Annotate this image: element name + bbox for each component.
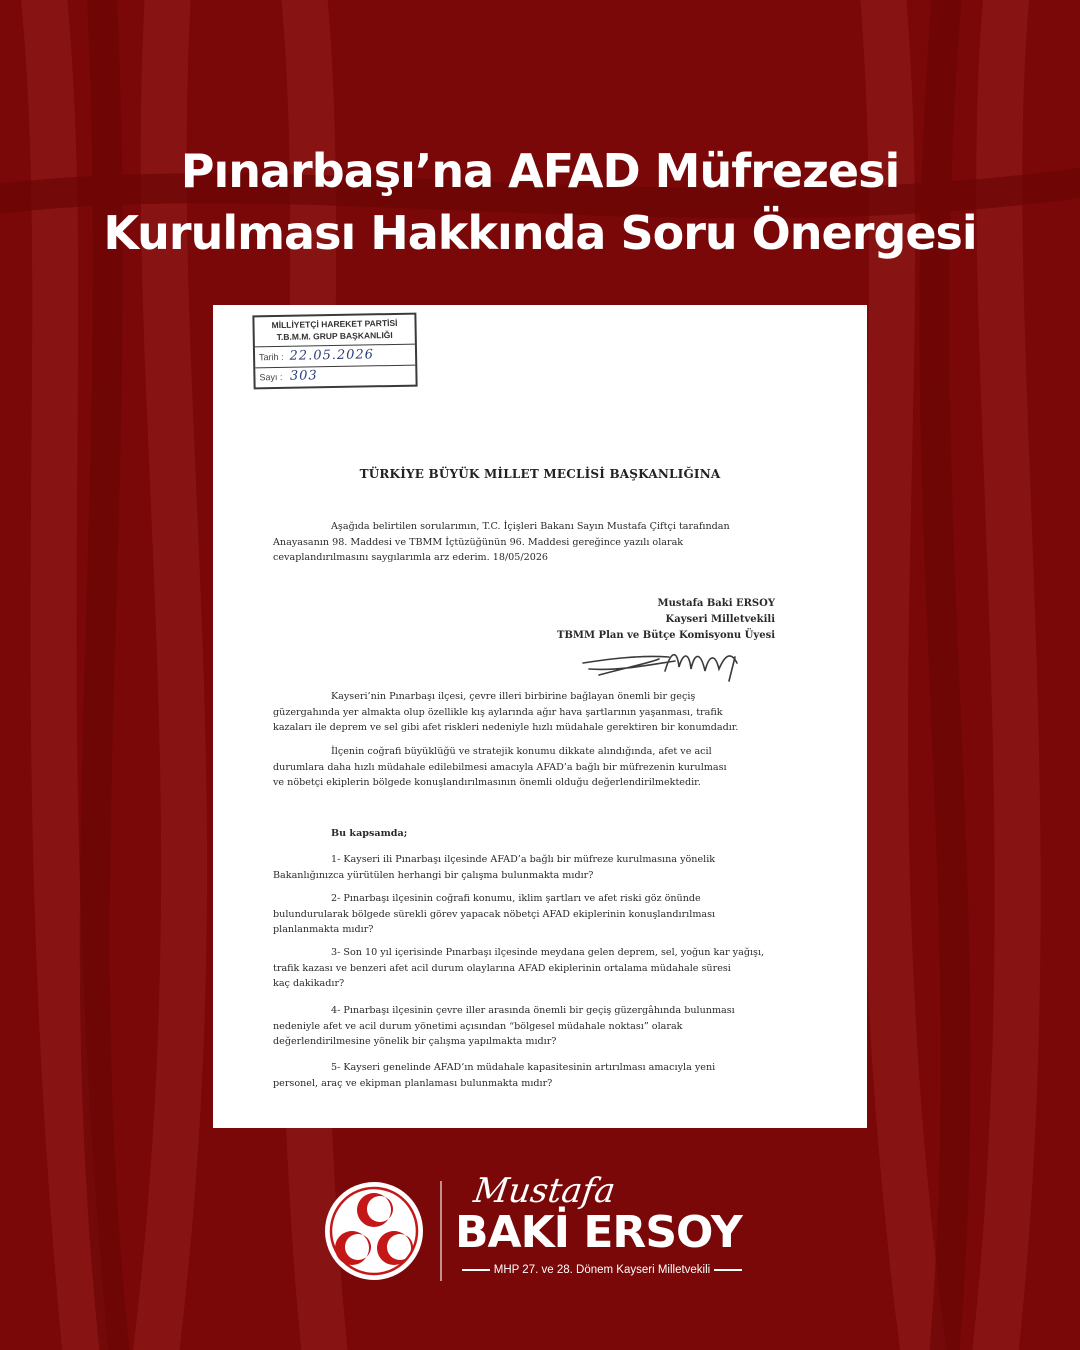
stamp-number-label: Sayı : (259, 371, 283, 383)
registry-stamp (252, 313, 417, 390)
body-paragraph-1 (273, 689, 803, 736)
body-line: kazaları ile deprem ve sel gibi afet riskleri nedeniyle hızlı müdahale gerektiren bir konumdadır. (273, 722, 739, 733)
three-crescents-icon (322, 1179, 426, 1283)
question-line: 4- Pınarbaşı ilçesinin çevre iller arasında önemli bir geçiş güzergâhında bulunması (331, 1005, 735, 1016)
stamp-divider (255, 365, 415, 369)
stamp-number-value: 303 (289, 368, 318, 384)
body-line: İlçenin coğrafi büyüklüğü ve stratejik konumu dikkate alındığında, afet ve acil (331, 746, 712, 757)
signatory-name: Mustafa Baki ERSOY (657, 598, 775, 609)
subtitle-rule-left (462, 1269, 490, 1271)
question-line: bulundurularak bölgede sürekli görev yapacak nöbetçi AFAD ekiplerinin konuşlandırılması (273, 908, 716, 920)
document-title: TÜRKİYE BÜYÜK MİLLET MECLİSİ BAŞKANLIĞINA (359, 467, 721, 481)
stamp-date-row (259, 348, 374, 364)
footer-branding (0, 1165, 1080, 1295)
body-line: ve nöbetçi ekiplerin bölgede konuşlandırılmasının önemli olduğu değerlendirilmektedir. (273, 777, 701, 788)
page-headline (0, 140, 1080, 264)
body-paragraph-2 (273, 744, 803, 791)
handwritten-signature (579, 641, 749, 691)
question-line: nedeniyle afet ve acil durum yönetimi açısından “bölgesel müdahale noktası” olarak (273, 1020, 683, 1032)
footer-subtitle-row (452, 1263, 752, 1277)
document-scan (213, 305, 867, 1128)
signatory-role: Kayseri Milletvekili (665, 614, 775, 625)
footer-script-name: Mustafa (471, 1171, 618, 1211)
stamp-number-row (259, 369, 318, 384)
stamp-line-2: T.B.M.M. GRUP BAŞKANLIĞI (276, 329, 393, 343)
question-line: 2- Pınarbaşı ilçesinin coğrafi konumu, iklim şartları ve afet riski göz önünde (331, 893, 701, 904)
intro-paragraph (273, 519, 803, 566)
stamp-divider (255, 344, 415, 348)
question-line: 3- Son 10 yıl içerisinde Pınarbaşı ilçesinde meydana gelen deprem, sel, yoğun kar yağışı, (331, 947, 765, 958)
question-2 (273, 891, 803, 938)
subtitle-rule-right (714, 1269, 742, 1271)
question-line: 1- Kayseri ili Pınarbaşı ilçesinde AFAD’a bağlı bir müfreze kurulmasına yönelik (331, 854, 716, 865)
intro-line: Anayasanın 98. Maddesi ve TBMM İçtüzüğünün 96. Maddesi gereğince yazılı olarak (273, 536, 684, 548)
body-line: güzergahında yer almakta olup özellikle kış aylarında ağır hava şartlarının yaşanması, trafik (273, 706, 723, 718)
question-line: planlanmakta mıdır? (273, 924, 374, 935)
question-line: personel, araç ve ekipman planlaması bulunmakta mıdır? (273, 1077, 553, 1089)
footer-name: BAKİ ERSOY (455, 1207, 742, 1258)
signatory-committee: TBMM Plan ve Bütçe Komisyonu Üyesi (557, 630, 775, 641)
headline-line-2: Kurulması Hakkında Soru Önergesi (103, 206, 977, 260)
body-line: Kayseri’nin Pınarbaşı ilçesi, çevre illeri birbirine bağlayan önemli bir geçiş (331, 691, 696, 702)
question-line: Bakanlığınızca yürütülen herhangi bir çalışma bulunmakta mıdır? (273, 869, 594, 881)
stamp-date-value: 22.05.2026 (289, 347, 375, 364)
footer-divider (440, 1181, 442, 1281)
question-line: 5- Kayseri genelinde AFAD’ın müdahale kapasitesinin artırılması amacıyla yeni (331, 1062, 716, 1073)
stamp-date-label: Tarih : (259, 351, 284, 363)
question-4 (273, 1003, 803, 1050)
question-line: kaç dakikadır? (273, 978, 345, 989)
signatory-block (557, 596, 775, 644)
footer-subtitle: MHP 27. ve 28. Dönem Kayseri Milletvekili (493, 1264, 711, 1276)
question-line: trafik kazası ve benzeri afet acil durum olaylarına AFAD ekiplerinin ortalama müdahale süresi (273, 962, 731, 974)
intro-line: cevaplandırılmasını saygılarımla arz ederim. 18/05/2026 (273, 552, 549, 563)
stamp-line-1: MİLLİYETÇİ HAREKET PARTİSİ (271, 317, 398, 331)
scope-heading: Bu kapsamda; (331, 828, 408, 839)
body-line: durumlara daha hızlı müdahale edilebilmesi amacıyla AFAD’a bağlı bir müfrezenin kurulması (273, 761, 727, 773)
question-1 (273, 852, 803, 883)
question-line: değerlendirilmesine yönelik bir çalışma yapılmakta mıdır? (273, 1036, 557, 1047)
headline-line-1: Pınarbaşı’na AFAD Müfrezesi (180, 144, 900, 198)
question-3 (273, 945, 803, 992)
question-5 (273, 1060, 803, 1091)
intro-line: Aşağıda belirtilen sorularımın, T.C. İçişleri Bakanı Sayın Mustafa Çiftçi tarafından (331, 521, 730, 532)
